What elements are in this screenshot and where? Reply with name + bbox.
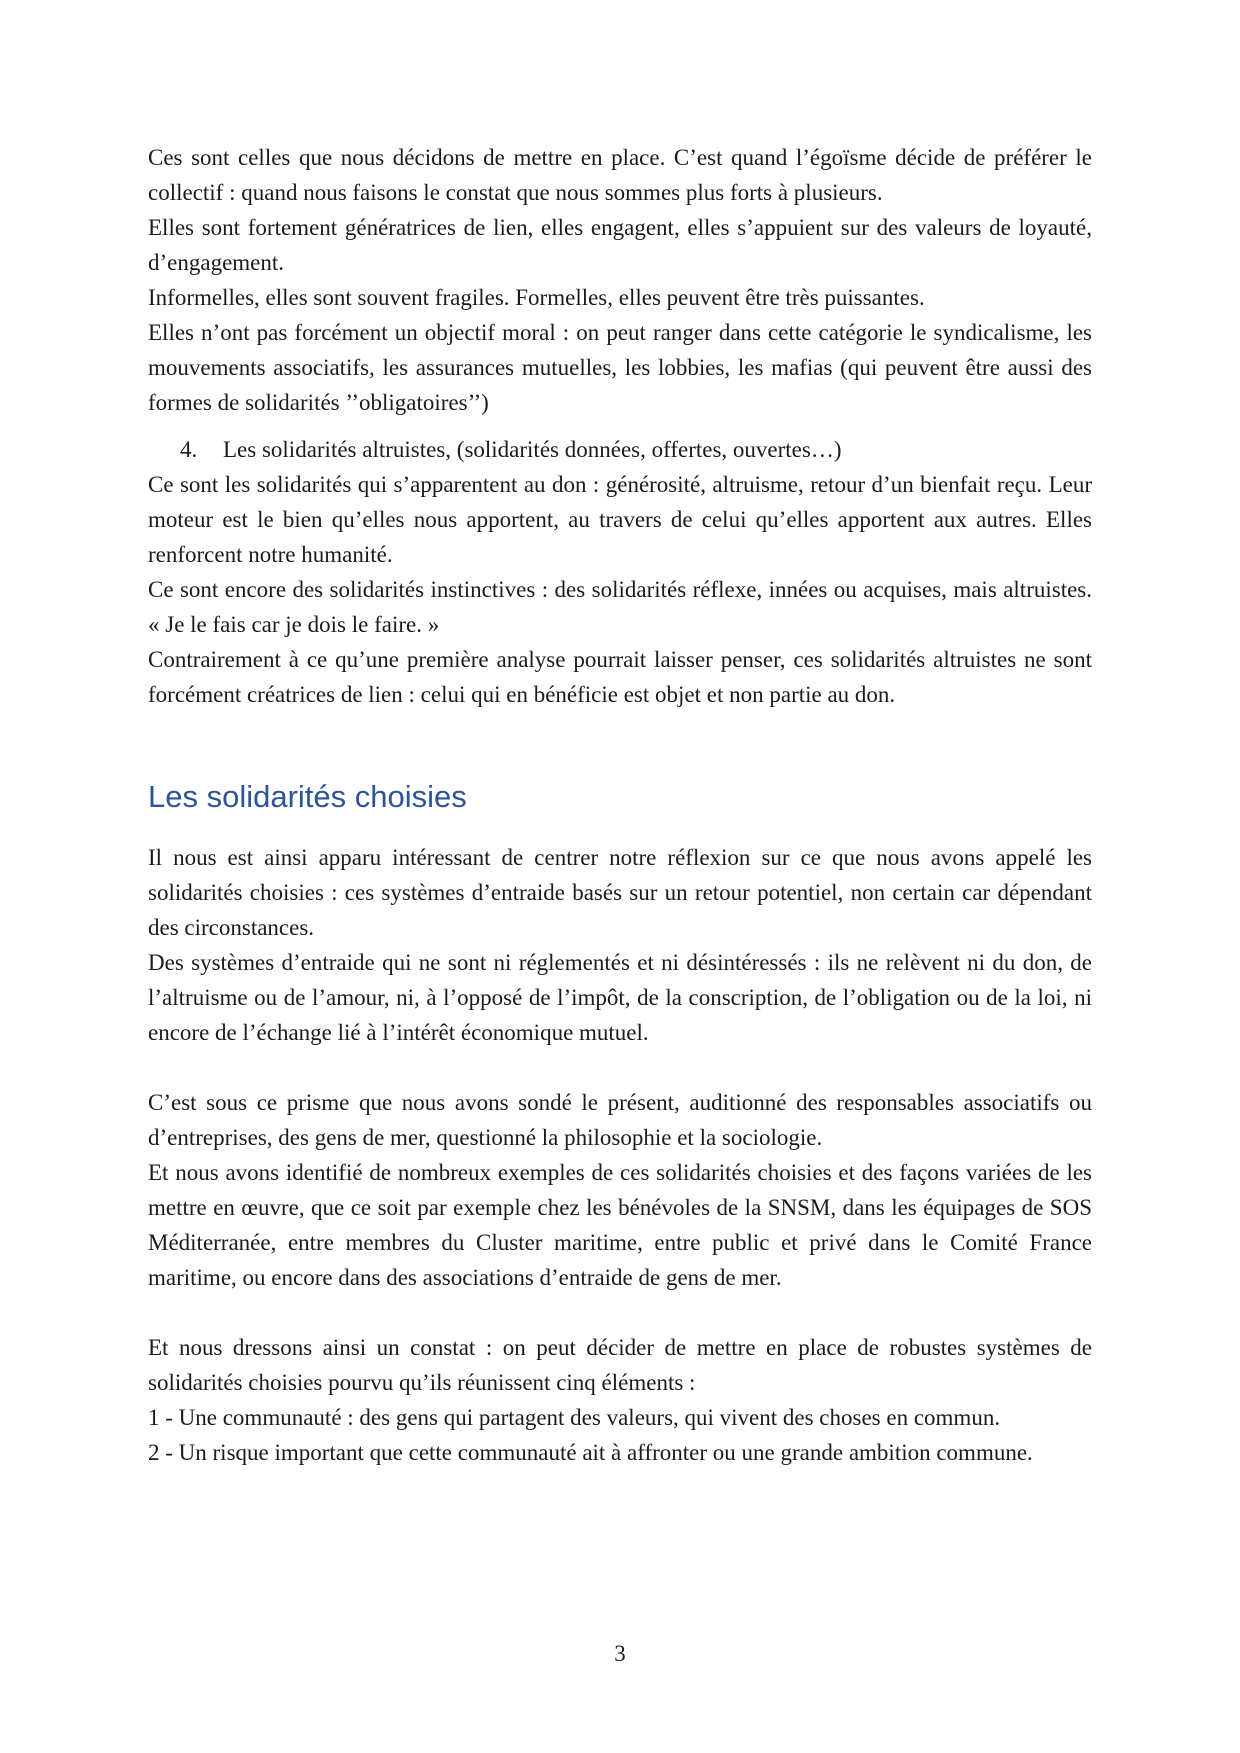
paragraph: Contrairement à ce qu’une première analyse pourrait laisser penser, ces solidarités altruistes ne sont forcément créatrices de lien : celui qui en bénéficie est objet et non partie au don. [148,647,1092,707]
list-item-text: Les solidarités altruistes, (solidarités données, offertes, ouvertes…) [223,437,842,462]
list-item-number: 4. [180,437,198,462]
paragraph: Elles n’ont pas forcément un objectif moral : on peut ranger dans cette catégorie le syndicalisme, les mouvements associatifs, les assurances mutuelles, les lobbies, les mafias (qui peuvent être aussi des formes de solidarités ’’obligatoires’’) [148,320,1092,415]
paragraph: Et nous avons identifié de nombreux exemples de ces solidarités choisies et des façons variées de les mettre en œuvre, que ce soit par exemple chez les bénévoles de la SNSM, dans les équipages de SOS Méditerranée, entre membres du Cluster maritime, entre public et privé dans le Comité France maritime, ou encore dans des associations d’entraide de gens de mer. [148,1160,1092,1290]
paragraph: Informelles, elles sont souvent fragiles. Formelles, elles peuvent être très puissantes. [148,285,925,310]
paragraph: Ce sont les solidarités qui s’apparentent au don : générosité, altruisme, retour d’un bienfait reçu. Leur moteur est le bien qu’elles nous apportent, au travers de celui qu’elles apportent aux autres. Elles renforcent notre humanité. [148,472,1092,567]
page-number: 3 [614,1641,626,1666]
paragraph: 2 - Un risque important que cette communauté ait à affronter ou une grande ambition commune. [148,1440,1033,1465]
paragraph: 1 - Une communauté : des gens qui partagent des valeurs, qui vivent des choses en commun. [148,1405,1001,1430]
section-heading: Les solidarités choisies [148,779,467,814]
numbered-list-item [148,432,1092,467]
paragraph: Ces sont celles que nous décidons de mettre en place. C’est quand l’égoïsme décide de préférer le collectif : quand nous faisons le constat que nous sommes plus forts à plusieurs. [148,145,1092,205]
paragraph: Et nous dressons ainsi un constat : on peut décider de mettre en place de robustes systèmes de solidarités choisies pourvu qu’ils réunissent cinq éléments : [148,1335,1092,1395]
paragraph: Des systèmes d’entraide qui ne sont ni réglementés et ni désintéressés : ils ne relèvent ni du don, de l’altruisme ou de l’amour, ni, à l’opposé de l’impôt, de la conscription, de l’obligation ou de la loi, ni encore de l’échange lié à l’intérêt économique mutuel. [148,950,1092,1045]
paragraph: Elles sont fortement génératrices de lien, elles engagent, elles s’appuient sur des valeurs de loyauté, d’engagement. [148,215,1092,275]
paragraph: Il nous est ainsi apparu intéressant de centrer notre réflexion sur ce que nous avons appelé les solidarités choisies : ces systèmes d’entraide basés sur un retour potentiel, non certain car dépendant des circonstances. [148,845,1092,940]
paragraph: C’est sous ce prisme que nous avons sondé le présent, auditionné des responsables associatifs ou d’entreprises, des gens de mer, questionné la philosophie et la sociologie. [148,1090,1092,1150]
paragraph: Ce sont encore des solidarités instinctives : des solidarités réflexe, innées ou acquises, mais altruistes. « Je le fais car je dois le faire. » [148,577,1092,637]
